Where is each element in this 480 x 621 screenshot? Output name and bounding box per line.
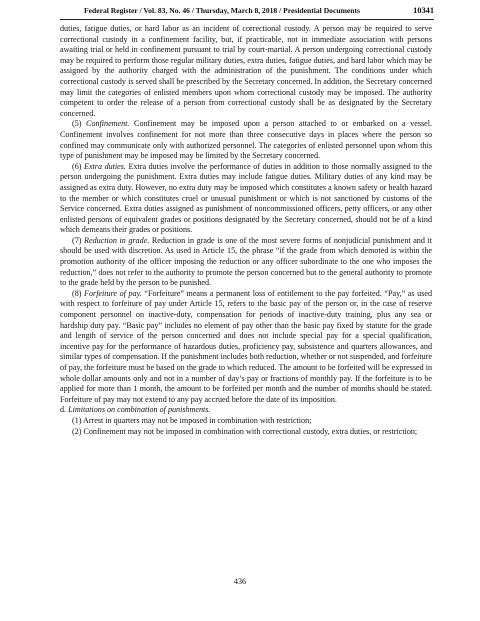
paragraph-number: (5) (72, 119, 82, 129)
paragraph-reduction-in-grade (60, 236, 432, 289)
page-folio: 436 (234, 577, 246, 586)
section-letter: d. (60, 405, 67, 415)
paragraph-confinement (60, 119, 432, 161)
running-title: Federal Register / Vol. 83, No. 46 / Thursday, March 8, 2018 / Presidential Documents (84, 6, 360, 15)
paragraph-continuation: duties, fatigue duties, or hard labor as an incident of correctional custody. A person may be required to serve correctional custody in a confinement facility, but, if practicable, not in immediate association with persons awaiting trial or held in confinement pursuant to trial by court-martial. A person undergoing correctional custody may be required to perform those regular military duties, extra duties, fatigue duties, and hard labor which may be assigned by the authority charged with the administration of the punishment. The conditions under which correctional custody is served shall be prescribed by the Secretary concerned. In addition, the Secretary concerned may limit the categories of enlisted members upon whom correctional custody may be imposed. The authority competent to order the release of a person from correctional custody shall be as designated by the Secretary concerned. (60, 24, 432, 118)
paragraph-heading: Reduction in grade. (84, 235, 150, 245)
limitation-item: (2) Confinement may not be imposed in combination with correctional custody, extra duties, or restriction; (72, 426, 418, 436)
paragraph-heading: Confinement. (86, 119, 130, 129)
header-rule (60, 19, 434, 20)
page-number: 10341 (413, 6, 434, 15)
paragraph-extra-duties (60, 162, 432, 236)
paragraph-number: (7) (72, 235, 82, 245)
paragraph-number: (8) (72, 288, 82, 298)
section-d-heading (60, 405, 432, 416)
paragraph-forfeiture-of-pay (60, 289, 432, 406)
paragraph-text: Reduction in grade is one of the most severe forms of nonjudicial punishment and it should be used with discretion. As used in Article 15, the phrase “if the grade from which demoted is within the promotion authority of the officer imposing the reduction or any officer subordinate to the one who imposes the reduction,” does not refer to the authority to promote the person concerned but to the general authority to promote to the grade held by the person to be punished. (60, 235, 433, 288)
limitation-item: (1) Arrest in quarters may not be imposed in combination with restriction; (72, 415, 312, 425)
paragraph-heading: Extra duties. (84, 161, 126, 171)
paragraph-text: Confinement may be imposed upon a person attached to or embarked on a vessel. Confinement involves confinement for not more than three consecutive days in places where the person so confined may communicate only with authorized personnel. The categories of enlisted personnel upon whom this type of punishment may be imposed may be limited by the Secretary concerned. (60, 119, 432, 161)
paragraph-heading: Forfeiture of pay. (84, 288, 142, 298)
paragraph-text: Extra duties involve the performance of duties in addition to those normally assigned to the person undergoing the punishment. Extra duties may include fatigue duties. Military duties of any kind may be assigned as extra duty. However, no extra duty may be imposed which constitutes a known safety or health hazard to the member or which constitutes cruel or unusual punishment or which is not sanctioned by customs of the Service concerned. Extra duties assigned as punishment of noncommissioned officers, petty officers, or any other enlisted persons of equivalent grades or positions designated by the Secretary concerned, should not be of a kind which demeans their grades or positions. (60, 161, 432, 235)
paragraph-text: “Forfeiture” means a permanent loss of entitlement to the pay forfeited. “Pay,” as used with respect to forfeiture of pay under Article 15, refers to the basic pay of the person or, in the case of reserve component personnel on inactive-duty, compensation for periods of inactive-duty training, plus any sea or hardship duty pay. “Basic pay” includes no element of pay other than the basic pay fixed by statute for the grade and length of service of the person concerned and does not include special pay for a special qualification, incentive pay for the performance of hazardous duties, proficiency pay, subsistence and quarters allowances, and similar types of compensation. If the punishment includes both reduction, whether or not suspended, and forfeiture of pay, the forfeiture must be based on the grade to which reduced. The amount to be forfeited will be expressed in whole dollar amounts only and not in a number of day’s pay or fractions of monthly pay. If the forfeiture is to be applied for more than 1 month, the amount to be forfeited per month and the number of months should be stated. Forfeiture of pay may not extend to any pay accrued before the date of its imposition. (60, 288, 433, 404)
paragraph-number: (6) (72, 161, 82, 171)
body-text (60, 24, 432, 437)
section-title: Limitations on combination of punishments. (68, 405, 211, 415)
